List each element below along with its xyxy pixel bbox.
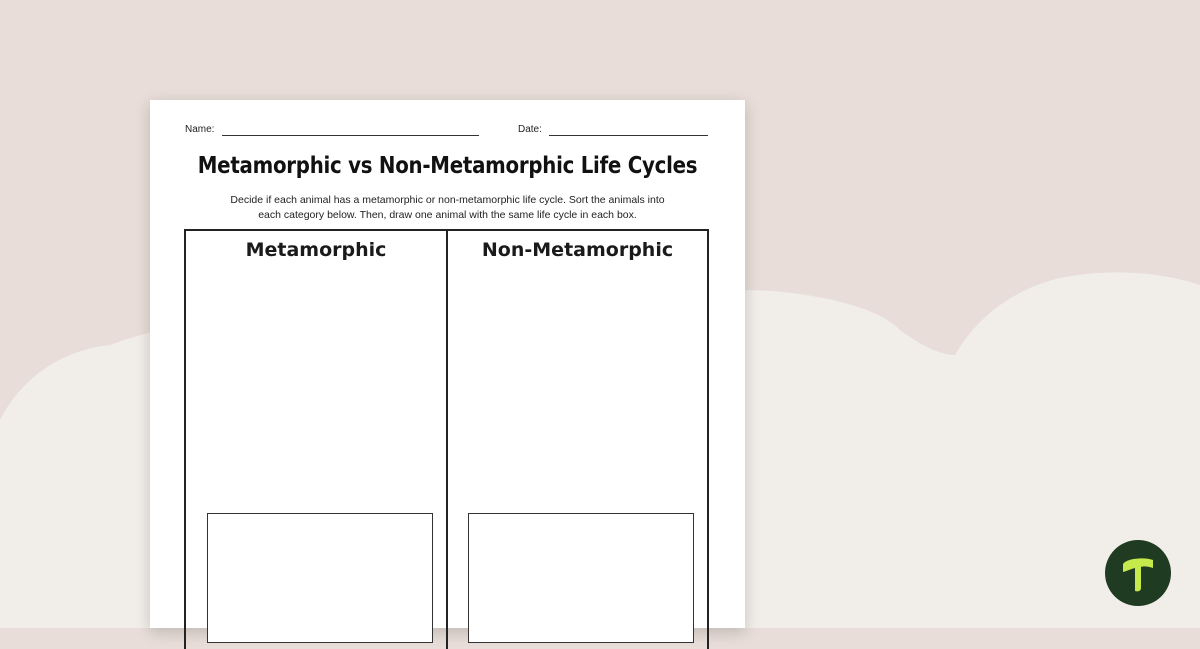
date-line[interactable]: [549, 135, 708, 136]
non-metamorphic-heading: Non-Metamorphic: [481, 239, 674, 261]
instructions: [190, 193, 705, 223]
metamorphic-draw-box[interactable]: [207, 513, 433, 643]
non-metamorphic-column: [448, 231, 707, 649]
name-line[interactable]: [222, 135, 479, 136]
date-field: [518, 124, 542, 135]
date-label: Date:: [518, 124, 542, 135]
instructions-line-1: Decide if each animal has a metamorphic or non-metamorphic life cycle. Sort the animals into: [230, 194, 665, 206]
name-field: [185, 124, 214, 135]
worksheet-page: [150, 100, 745, 628]
teach-starter-logo-icon: [1105, 540, 1171, 606]
name-label: Name:: [185, 124, 215, 135]
sort-table: [184, 229, 709, 649]
worksheet-title: Metamorphic vs Non-Metamorphic Life Cycles: [197, 153, 698, 179]
metamorphic-heading: Metamorphic: [245, 239, 387, 261]
instructions-line-2: each category below. Then, draw one animal with the same life cycle in each box.: [258, 209, 637, 221]
metamorphic-column: [186, 231, 448, 649]
non-metamorphic-draw-box[interactable]: [468, 513, 694, 643]
